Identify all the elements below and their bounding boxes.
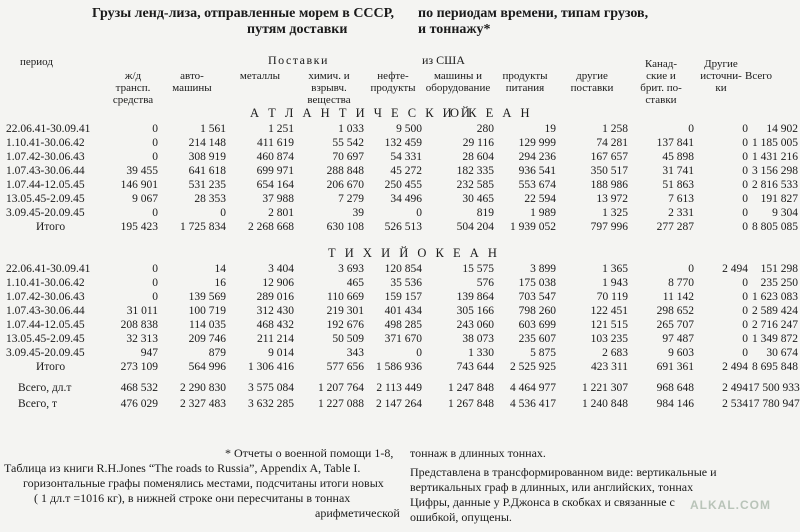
cell-value: 298 652 [656,305,694,317]
cell-value: 0 [688,123,694,135]
cell-value: 468 432 [256,319,294,331]
table-row [4,290,798,304]
cell-value: 8 805 085 [752,221,798,233]
cell-value: 703 547 [518,291,556,303]
cell-value: 159 157 [384,291,422,303]
cell-value: 1 989 [530,207,556,219]
row-period: 3.09.45-20.09.45 [6,207,85,219]
cell-value: 1 623 083 [752,291,798,303]
cell-value: 1 033 [338,123,364,135]
cell-value: 100 719 [188,305,226,317]
row-period: Всего, дл.т [18,382,72,394]
cell-value: 1 247 848 [448,382,494,394]
header-period: период [20,56,53,68]
cell-value: 28 353 [194,193,226,205]
cell-value: 0 [742,137,748,149]
cell-value: 1 240 848 [582,398,628,410]
cell-value: 235 607 [518,333,556,345]
cell-value: 70 119 [596,291,628,303]
cell-value: 214 148 [188,137,226,149]
table-row [4,150,798,164]
cell-value: 188 986 [590,179,628,191]
cell-value: 0 [152,207,158,219]
cell-value: 121 515 [590,319,628,331]
title-left-line2: путям доставки [247,22,348,37]
footnote-right-3: вертикальных граф в длинных, или английских, тоннах [410,480,694,494]
atlantic-total-row [4,220,798,234]
cell-value: 39 [352,207,364,219]
cell-value: 151 298 [760,263,798,275]
cell-value: 0 [742,151,748,163]
cell-value: 22 594 [524,193,556,205]
cell-value: 630 108 [326,221,364,233]
cell-value: 1 258 [602,123,628,135]
cell-value: 9 014 [268,347,294,359]
cell-value: 277 287 [656,221,694,233]
cell-value: 9 603 [668,347,694,359]
cell-value: 2 290 830 [180,382,226,394]
column-header: металлы [239,70,281,82]
cell-value: 219 301 [326,305,364,317]
cell-value: 0 [152,263,158,275]
cell-value: 968 648 [656,382,694,394]
cell-value: 576 [476,277,494,289]
column-header: другие поставки [570,70,614,94]
column-header: Канад- ские и брит. по- ставки [640,58,682,106]
cell-value: 0 [742,123,748,135]
cell-value: 1 365 [602,263,628,275]
row-period: 13.05.45-2.09.45 [6,333,85,345]
cell-value: 1 227 088 [318,398,364,410]
cell-value: 1 349 872 [752,333,798,345]
cell-value: 3 693 [338,263,364,275]
section-atlantic-ocean: О К Е А Н [450,106,533,120]
cell-value: 45 898 [662,151,694,163]
cell-value: 15 575 [462,263,494,275]
cell-value: 0 [742,305,748,317]
row-period: 1.07.43-30.06.44 [6,305,85,317]
cell-value: 265 707 [656,319,694,331]
cell-value: 531 235 [188,179,226,191]
cell-value: 577 656 [326,361,364,373]
cell-value: 7 613 [668,193,694,205]
row-period: 1.07.42-30.06.43 [6,291,85,303]
title-left-line1: Грузы ленд-лиза, отправленные морем в СССР, [92,6,394,21]
column-header: машины и оборудование [425,70,491,94]
cell-value: 3 899 [530,263,556,275]
cell-value: 11 142 [662,291,694,303]
grand-total-table [4,380,798,412]
header-iz-ssha: из США [422,53,465,67]
cell-value: 819 [476,207,494,219]
cell-value: 423 311 [591,361,628,373]
cell-value: 0 [152,137,158,149]
cell-value: 984 146 [656,398,694,410]
cell-value: 1 207 764 [318,382,364,394]
cell-value: 175 038 [518,277,556,289]
cell-value: 167 657 [590,151,628,163]
cell-value: 3 404 [268,263,294,275]
table-row [4,396,798,412]
cell-value: 308 919 [188,151,226,163]
cell-value: 2 816 533 [752,179,798,191]
cell-value: 45 272 [390,165,422,177]
cell-value: 411 619 [257,137,294,149]
cell-value: 0 [152,291,158,303]
cell-value: 17 780 947 [748,398,800,410]
cell-value: 1 185 005 [752,137,798,149]
cell-value: 211 214 [257,333,294,345]
cell-value: 191 827 [760,193,798,205]
footnote-left-4: ( 1 дл.т =1016 кг), в нижней строке они пересчитаны в тоннах [34,491,351,505]
cell-value: 1 431 216 [752,151,798,163]
cell-value: 2 716 247 [752,319,798,331]
cell-value: 2 147 264 [376,398,422,410]
cell-value: 50 509 [332,333,364,345]
table-row [4,136,798,150]
table-row [4,262,798,276]
cell-value: 2 494 [722,263,748,275]
table-row [4,192,798,206]
cell-value: 97 487 [662,333,694,345]
cell-value: 1 939 052 [510,221,556,233]
cell-value: 1 325 [602,207,628,219]
table-row [4,206,798,220]
cell-value: 936 541 [518,165,556,177]
cell-value: 2 327 483 [180,398,226,410]
cell-value: 12 906 [262,277,294,289]
cell-value: 0 [220,207,226,219]
column-header: Другие источни- ки [700,58,742,94]
table-row [4,164,798,178]
cell-value: 51 863 [662,179,694,191]
cell-value: 110 669 [327,291,364,303]
cell-value: 13 972 [596,193,628,205]
cell-value: 0 [742,291,748,303]
cell-value: 743 644 [456,361,494,373]
row-period: Итого [36,221,66,233]
footnote-left-1: * Отчеты о военной помощи 1-8, [225,446,394,460]
cell-value: 0 [742,333,748,345]
cell-value: 401 434 [384,305,422,317]
cell-value: 28 604 [462,151,494,163]
cell-value: 2 525 925 [510,361,556,373]
cell-value: 504 204 [456,221,494,233]
row-period: 1.07.42-30.06.43 [6,151,85,163]
cell-value: 31 011 [126,305,158,317]
cell-value: 2 683 [602,347,628,359]
header-total: Всего [745,70,772,82]
row-period: 1.10.41-30.06.42 [6,137,85,149]
section-atlantic: А Т Л А Н Т И Ч Е С К И Й [250,106,473,120]
cell-value: 206 670 [326,179,364,191]
cell-value: 1 251 [268,123,294,135]
cell-value: 289 016 [256,291,294,303]
cell-value: 273 109 [120,361,158,373]
cell-value: 103 235 [590,333,628,345]
column-header: продукты питания [502,70,548,94]
cell-value: 343 [346,347,364,359]
table-row [4,178,798,192]
cell-value: 14 [214,263,226,275]
title-right-line1: по периодам времени, типам грузов, [418,6,649,21]
cell-value: 1 561 [200,123,226,135]
table-row [4,304,798,318]
cell-value: 0 [152,151,158,163]
cell-value: 1 330 [468,347,494,359]
cell-value: 3 156 298 [752,165,798,177]
cell-value: 465 [346,277,364,289]
cell-value: 371 670 [384,333,422,345]
pacific-total-row [4,360,798,374]
cell-value: 137 841 [656,137,694,149]
cell-value: 232 585 [456,179,494,191]
cell-value: 0 [416,347,422,359]
cell-value: 1 267 848 [448,398,494,410]
footnote-left-2: Таблица из книги R.H.Jones “The roads to Russia”, Appendix A, Table I. [4,461,361,475]
cell-value: 9 304 [772,207,798,219]
row-period: 1.10.41-30.06.42 [6,277,85,289]
cell-value: 2 494 [722,382,748,394]
cell-value: 0 [152,123,158,135]
table-row [4,332,798,346]
cell-value: 122 451 [590,305,628,317]
cell-value: 132 459 [384,137,422,149]
cell-value: 1 725 834 [180,221,226,233]
cell-value: 0 [742,179,748,191]
row-period: 3.09.45-20.09.45 [6,347,85,359]
cell-value: 29 116 [462,137,494,149]
cell-value: 798 260 [518,305,556,317]
table-row [4,380,798,396]
cell-value: 182 335 [456,165,494,177]
row-period: Итого [36,361,66,373]
title-right-line2: и тоннажу* [418,22,491,37]
cell-value: 553 674 [518,179,556,191]
footnote-left-5: арифметической [315,506,400,520]
cell-value: 468 532 [120,382,158,394]
cell-value: 54 331 [390,151,422,163]
cell-value: 55 542 [332,137,364,149]
cell-value: 120 854 [384,263,422,275]
cell-value: 0 [416,207,422,219]
cell-value: 654 164 [256,179,294,191]
cell-value: 0 [152,277,158,289]
cell-value: 209 746 [188,333,226,345]
cell-value: 32 313 [126,333,158,345]
cell-value: 288 848 [326,165,364,177]
table-row [4,276,798,290]
cell-value: 2 268 668 [248,221,294,233]
cell-value: 879 [208,347,226,359]
cell-value: 3 575 084 [248,382,294,394]
cell-value: 4 464 977 [510,382,556,394]
cell-value: 14 902 [766,123,798,135]
cell-value: 139 864 [456,291,494,303]
cell-value: 243 060 [456,319,494,331]
cell-value: 74 281 [596,137,628,149]
header-postavki: Поставки [268,53,329,67]
cell-value: 947 [140,347,158,359]
cell-value: 498 285 [384,319,422,331]
column-header: химич. и взрывч. вещества [307,70,351,106]
watermark: ALKAL.COM [690,498,771,512]
table-row [4,346,798,360]
cell-value: 129 999 [518,137,556,149]
cell-value: 460 874 [256,151,294,163]
cell-value: 0 [742,221,748,233]
cell-value: 5 875 [530,347,556,359]
cell-value: 8 770 [668,277,694,289]
cell-value: 641 618 [188,165,226,177]
atlantic-table [4,122,798,234]
cell-value: 16 [214,277,226,289]
cell-value: 31 741 [662,165,694,177]
footnote-left-3: горизонтальные графы поменялись местами, подсчитаны итоги новых [23,476,384,490]
row-period: 13.05.45-2.09.45 [6,193,85,205]
cell-value: 280 [476,123,494,135]
row-period: 1.07.44-12.05.45 [6,319,85,331]
cell-value: 350 517 [590,165,628,177]
column-header: ж/д трансп. средства [112,70,154,106]
cell-value: 691 361 [656,361,694,373]
section-pacific: Т И Х И Й О К Е А Н [328,246,500,260]
cell-value: 2 331 [668,207,694,219]
column-header: нефте- продукты [370,70,416,94]
cell-value: 1 306 416 [248,361,294,373]
cell-value: 476 029 [120,398,158,410]
cell-value: 2 534 [722,398,748,410]
row-period: 1.07.43-30.06.44 [6,165,85,177]
cell-value: 39 455 [126,165,158,177]
cell-value: 294 236 [518,151,556,163]
cell-value: 37 988 [262,193,294,205]
cell-value: 0 [742,165,748,177]
cell-value: 4 536 417 [510,398,556,410]
cell-value: 38 073 [462,333,494,345]
cell-value: 17 500 933 [748,382,800,394]
cell-value: 34 496 [390,193,422,205]
cell-value: 35 536 [390,277,422,289]
cell-value: 305 166 [456,305,494,317]
cell-value: 312 430 [256,305,294,317]
table-row [4,318,798,332]
row-period: 22.06.41-30.09.41 [6,123,91,135]
cell-value: 797 996 [590,221,628,233]
cell-value: 0 [742,347,748,359]
footnote-right-2: Представлена в трансформированном виде: вертикальные и [410,465,717,479]
footnote-right-1: тоннаж в длинных тоннах. [410,446,546,460]
cell-value: 1 586 936 [376,361,422,373]
cell-value: 9 500 [396,123,422,135]
cell-value: 208 838 [120,319,158,331]
cell-value: 2 589 424 [752,305,798,317]
cell-value: 699 971 [256,165,294,177]
cell-value: 526 513 [384,221,422,233]
cell-value: 0 [742,207,748,219]
table-row [4,122,798,136]
cell-value: 1 221 307 [582,382,628,394]
cell-value: 0 [742,277,748,289]
row-period: 1.07.44-12.05.45 [6,179,85,191]
cell-value: 195 423 [120,221,158,233]
cell-value: 139 569 [188,291,226,303]
cell-value: 0 [742,193,748,205]
row-period: Всего, т [18,398,57,410]
cell-value: 3 632 285 [248,398,294,410]
cell-value: 235 250 [760,277,798,289]
column-header: авто- машины [172,70,212,94]
cell-value: 0 [742,319,748,331]
cell-value: 603 699 [518,319,556,331]
pacific-table [4,262,798,374]
cell-value: 8 695 848 [752,361,798,373]
cell-value: 70 697 [332,151,364,163]
cell-value: 250 455 [384,179,422,191]
cell-value: 30 465 [462,193,494,205]
cell-value: 564 996 [188,361,226,373]
cell-value: 114 035 [189,319,226,331]
cell-value: 2 801 [268,207,294,219]
cell-value: 19 [544,123,556,135]
cell-value: 192 676 [326,319,364,331]
cell-value: 2 494 [722,361,748,373]
cell-value: 9 067 [132,193,158,205]
cell-value: 146 901 [120,179,158,191]
row-period: 22.06.41-30.09.41 [6,263,91,275]
cell-value: 1 943 [602,277,628,289]
footnote-right-5: ошибкой, опущены. [410,510,512,524]
cell-value: 7 279 [338,193,364,205]
cell-value: 2 113 449 [376,382,422,394]
cell-value: 30 674 [766,347,798,359]
cell-value: 0 [688,263,694,275]
footnote-right-4: Цифры, данные у Р.Джонса в скобках и связанные с [410,495,675,509]
